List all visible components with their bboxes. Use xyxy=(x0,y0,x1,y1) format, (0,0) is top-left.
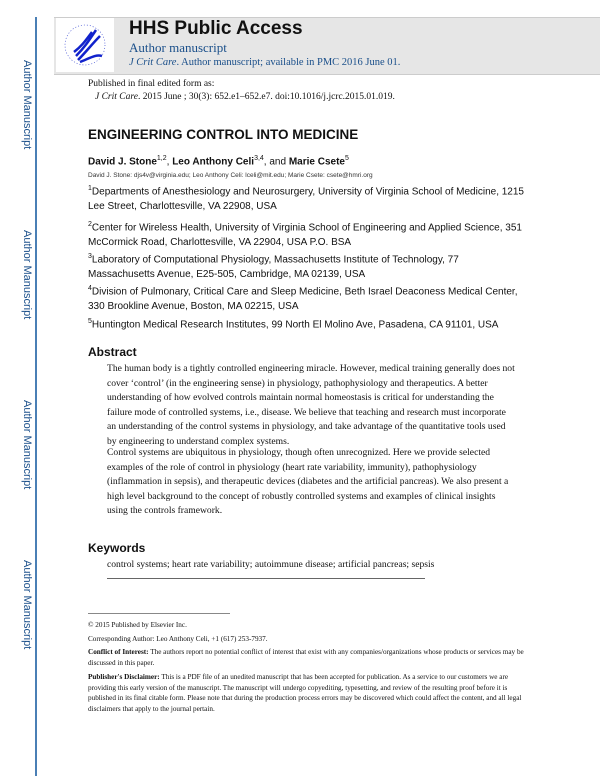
conflict-text: The authors report no potential conflict of interest that exist with any companies/organizations whose products or services may be discussed in this paper. xyxy=(88,648,524,667)
hhs-eagle-logo-icon xyxy=(56,18,114,72)
author-sup: 5 xyxy=(344,155,349,162)
side-label: Author Manuscript xyxy=(21,560,33,650)
citation xyxy=(95,92,395,102)
side-label: Author Manuscript xyxy=(21,400,33,490)
author-sup: 3,4 xyxy=(254,155,264,162)
affiliation xyxy=(88,281,528,314)
header-availability xyxy=(129,57,400,68)
aff-text: Center for Wireless Health, University of Virginia School of Engineering and Applied Science, 351 McCormick Road, Charlottesville, VA 22904, USA P.O. BSA xyxy=(88,222,522,249)
disclaimer-text: This is a PDF file of an unedited manuscript that has been accepted for publication. As a service to our customers we are providing this early version of the manuscript. The manuscript will undergo copyediting, typesetting, and review of the resulting proof before it is published in its final citable form. Please note that during the production process errors may be discovered which could affect the content, and all legal disclaimers that apply to the journal pertain. xyxy=(88,673,522,713)
side-label: Author Manuscript xyxy=(21,230,33,320)
journal-name: J Crit Care xyxy=(129,57,177,68)
article-title: ENGINEERING CONTROL INTO MEDICINE xyxy=(88,127,359,142)
aff-text: Huntington Medical Research Institutes, 99 North El Molino Ave, Pasadena, CA 91101, USA xyxy=(91,319,499,331)
author-name: Leo Anthony Celi xyxy=(172,156,255,168)
keywords-heading: Keywords xyxy=(88,541,146,555)
aff-text: Laboratory of Computational Physiology, Massachusetts Institute of Technology, 77 Massachusetts Avenue, E25-505, Cambridge, MA 02139, USA xyxy=(88,254,459,281)
aff-text: Departments of Anesthesiology and Neurosurgery, University of Virginia School of Medicine, 1215 Lee Street, Charlottesville, VA 22908, USA xyxy=(88,186,524,213)
abstract-paragraph: Control systems are ubiquitous in physiology, though often unrecognized. Here we provide selected examples of the role of control in physiology (heart rate variability, immunity), pathophysiology (inflammation in sepsis), and therapeutic devices (diabetes and the artificial pancreas). We also present a high level background to the concept of robustly controlled systems and examples of clinical insights using the controls framework. xyxy=(107,447,509,516)
divider xyxy=(107,578,425,579)
published-label: Published in final edited form as: xyxy=(88,79,215,89)
aff-sup: 1 xyxy=(88,185,92,192)
publisher-disclaimer xyxy=(88,672,528,714)
aff-sup: 5 xyxy=(88,318,92,325)
author-name: Marie Csete xyxy=(288,156,345,168)
author-list xyxy=(88,155,349,167)
header-title: HHS Public Access xyxy=(129,18,303,39)
side-divider xyxy=(35,17,37,776)
affiliation xyxy=(88,181,528,214)
side-label: Author Manuscript xyxy=(21,60,33,150)
aff-sup: 3 xyxy=(88,253,92,260)
affiliation xyxy=(88,217,528,250)
affiliation xyxy=(88,314,528,332)
header-subtitle: Author manuscript xyxy=(129,40,227,55)
author-name: David J. Stone xyxy=(88,156,157,168)
availability-text: . Author manuscript; available in PMC 2016 June 01. xyxy=(176,57,401,68)
keywords-text: control systems; heart rate variability; autoimmune disease; artificial pancreas; sepsis xyxy=(107,559,435,570)
citation-text: . 2015 June ; 30(3): 652.e1–652.e7. doi:10.1016/j.jcrc.2015.01.019. xyxy=(137,92,395,102)
affiliation xyxy=(88,249,528,282)
aff-sup: 2 xyxy=(88,221,92,228)
conflict-of-interest xyxy=(88,647,528,668)
aff-text: Division of Pulmonary, Critical Care and Sleep Medicine, Beth Israel Deaconess Medical Center, 330 Brookline Avenue, Boston, MA 02215, USA xyxy=(88,286,518,313)
separator: , and xyxy=(263,156,289,168)
abstract-paragraph: The human body is a tightly controlled engineering miracle. However, medical training generally does not cover ‘control’ (in the engineering sense) in physiology, pathophysiology and therapeutics. A better understanding of how evolved controls maintain normal homeostasis is critical for understanding the failure mode of controlled systems, i.e., disease. We believe that teaching and research must incorporate an understanding of the control systems in physiology, and take advantage of the quantitative tools used by engineering to understand complex systems. xyxy=(107,363,515,447)
abstract-heading: Abstract xyxy=(88,345,137,359)
footnote-rule xyxy=(88,613,230,614)
journal-name: J Crit Care xyxy=(95,92,138,102)
disclaimer-label: Publisher's Disclaimer: xyxy=(88,673,160,681)
separator: , xyxy=(166,156,173,168)
copyright: © 2015 Published by Elsevier Inc. xyxy=(88,621,187,629)
author-sup: 1,2 xyxy=(156,155,167,162)
author-emails: David J. Stone: djs4v@virginia.edu; Leo Anthony Celi: lceli@mit.edu; Marie Csete: csete@hmri.org xyxy=(88,172,373,179)
corresponding-author: Corresponding Author: Leo Anthony Celi, +1 (617) 253-7937. xyxy=(88,635,268,643)
conflict-label: Conflict of Interest: xyxy=(88,648,149,656)
aff-sup: 4 xyxy=(88,285,92,292)
